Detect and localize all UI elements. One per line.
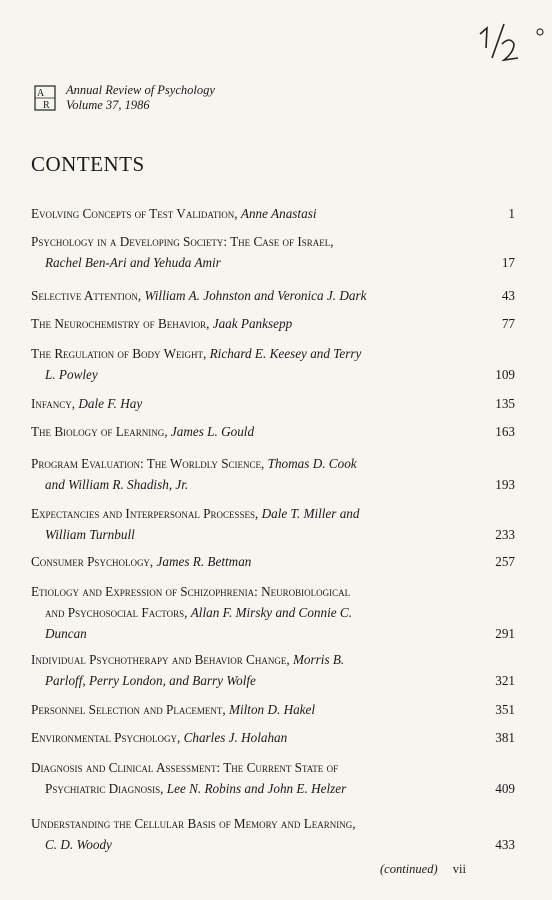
toc-entry: [31, 551, 515, 572]
article-title: Psychology in a Developing Society: The Case of Israel,: [31, 234, 334, 249]
toc-page-number: 43: [501, 288, 515, 303]
article-title: Selective Attention,: [31, 288, 142, 303]
toc-page-number: 1: [508, 206, 515, 221]
toc-page-number: 233: [495, 527, 515, 542]
svg-text:R: R: [43, 100, 50, 111]
toc-page-number: 193: [495, 477, 515, 492]
article-title: The Regulation of Body Weight,: [31, 346, 207, 361]
toc-entry: [31, 453, 515, 495]
toc-entry-text: [31, 649, 461, 691]
annual-reviews-logo-icon: [34, 85, 56, 111]
journal-name: Annual Review of Psychology: [66, 83, 215, 97]
article-authors-continued: William Turnbull: [45, 527, 135, 542]
toc-entry: [31, 699, 515, 720]
toc-entry-text: [31, 313, 461, 334]
toc-entry-text: [31, 813, 461, 855]
toc-page-number: 321: [495, 673, 515, 688]
toc-entry-text: [31, 503, 461, 545]
toc-entry: [31, 203, 515, 224]
page-footer: [380, 862, 466, 877]
article-authors-continued: and William R. Shadish, Jr.: [45, 477, 189, 492]
toc-entry: [31, 503, 515, 545]
toc-entry: [31, 727, 515, 748]
article-authors: Jaak Panksepp: [212, 316, 293, 331]
article-title: The Biology of Learning,: [31, 424, 168, 439]
toc-page-number: 77: [501, 316, 515, 331]
article-title-continued: and Psychosocial Factors,: [45, 605, 188, 620]
article-authors: James L. Gould: [170, 424, 255, 439]
toc-entry-text: [31, 203, 461, 224]
toc-page-number: 135: [495, 396, 515, 411]
article-title: Evolving Concepts of Test Validation,: [31, 206, 238, 221]
journal-header: [34, 83, 215, 113]
toc-entry-continuation: [31, 602, 461, 623]
svg-text:A: A: [37, 88, 45, 99]
journal-volume: Volume 37, 1986: [66, 98, 150, 112]
article-authors: Morris B.: [292, 652, 345, 667]
toc-entry-text: [31, 343, 461, 385]
toc-page-number: 163: [495, 424, 515, 439]
article-authors: Dale F. Hay: [78, 396, 143, 411]
article-title: Individual Psychotherapy and Behavior Change,: [31, 652, 290, 667]
article-title: Expectancies and Interpersonal Processes,: [31, 506, 259, 521]
toc-page-number: 409: [495, 781, 515, 796]
handwritten-annotation: [474, 18, 550, 68]
article-authors: Allan F. Mirsky and Connie C.: [190, 605, 353, 620]
toc-entry-text: [31, 699, 461, 720]
toc-entry-continuation: [31, 778, 461, 799]
toc-page-number: 291: [495, 626, 515, 641]
toc-entry-text: [31, 551, 461, 572]
toc-page-number: 257: [495, 554, 515, 569]
toc-entry: [31, 421, 515, 442]
article-title: Diagnosis and Clinical Assessment: The Current State of: [31, 760, 339, 775]
article-authors: William A. Johnston and Veronica J. Dark: [144, 288, 367, 303]
article-authors: Lee N. Robins and John E. Helzer: [166, 781, 347, 796]
article-title: Consumer Psychology,: [31, 554, 154, 569]
article-authors: Richard E. Keesey and Terry: [209, 346, 362, 361]
toc-entry: [31, 813, 515, 855]
article-authors: Milton D. Hakel: [228, 702, 316, 717]
article-authors: Dale T. Miller and: [261, 506, 360, 521]
toc-entry-text: [31, 727, 461, 748]
contents-heading: CONTENTS: [31, 152, 145, 176]
article-authors-continued: Rachel Ben-Ari and Yehuda Amir: [45, 255, 221, 270]
toc-page-number: 17: [501, 255, 515, 270]
toc-entry: [31, 285, 515, 306]
toc-entry-text: [31, 453, 461, 495]
toc-entry-text: [31, 581, 461, 644]
toc-entry: [31, 757, 515, 799]
toc-entry: [31, 231, 515, 273]
handwritten-fraction-icon: [474, 18, 550, 68]
article-title: Personnel Selection and Placement,: [31, 702, 226, 717]
toc-page-number: 381: [495, 730, 515, 745]
toc-entry-text: [31, 757, 461, 799]
toc-entry: [31, 581, 515, 644]
toc-entry-text: [31, 421, 461, 442]
article-title: The Neurochemistry of Behavior,: [31, 316, 210, 331]
article-title: Program Evaluation: The Worldly Science,: [31, 456, 265, 471]
article-authors-continued: Duncan: [45, 626, 87, 641]
article-title: Understanding the Cellular Basis of Memory and Learning,: [31, 816, 356, 831]
article-title: Infancy,: [31, 396, 76, 411]
article-authors: Thomas D. Cook: [267, 456, 357, 471]
article-authors: Charles J. Holahan: [183, 730, 288, 745]
toc-entry-text: [31, 393, 461, 414]
article-title: Etiology and Expression of Schizophrenia: Neurobiological: [31, 584, 351, 599]
toc-entry: [31, 649, 515, 691]
toc-entry: [31, 393, 515, 414]
toc-page-number: 433: [495, 837, 515, 852]
article-authors-continued: L. Powley: [45, 367, 98, 382]
toc-entry-text: [31, 231, 461, 273]
article-authors: Anne Anastasi: [240, 206, 317, 221]
article-title-continued: Psychiatric Diagnosis,: [45, 781, 164, 796]
article-authors: James R. Bettman: [156, 554, 252, 569]
toc-entry: [31, 343, 515, 385]
article-title: Environmental Psychology,: [31, 730, 181, 745]
toc-entry: [31, 313, 515, 334]
page-number: vii: [452, 862, 466, 876]
toc-entry-text: [31, 285, 461, 306]
continued-label: (continued): [380, 862, 438, 876]
toc-page-number: 109: [495, 367, 515, 382]
article-authors-continued: C. D. Woody: [45, 837, 112, 852]
article-authors-continued: Parloff, Perry London, and Barry Wolfe: [45, 673, 256, 688]
toc-page-number: 351: [495, 702, 515, 717]
